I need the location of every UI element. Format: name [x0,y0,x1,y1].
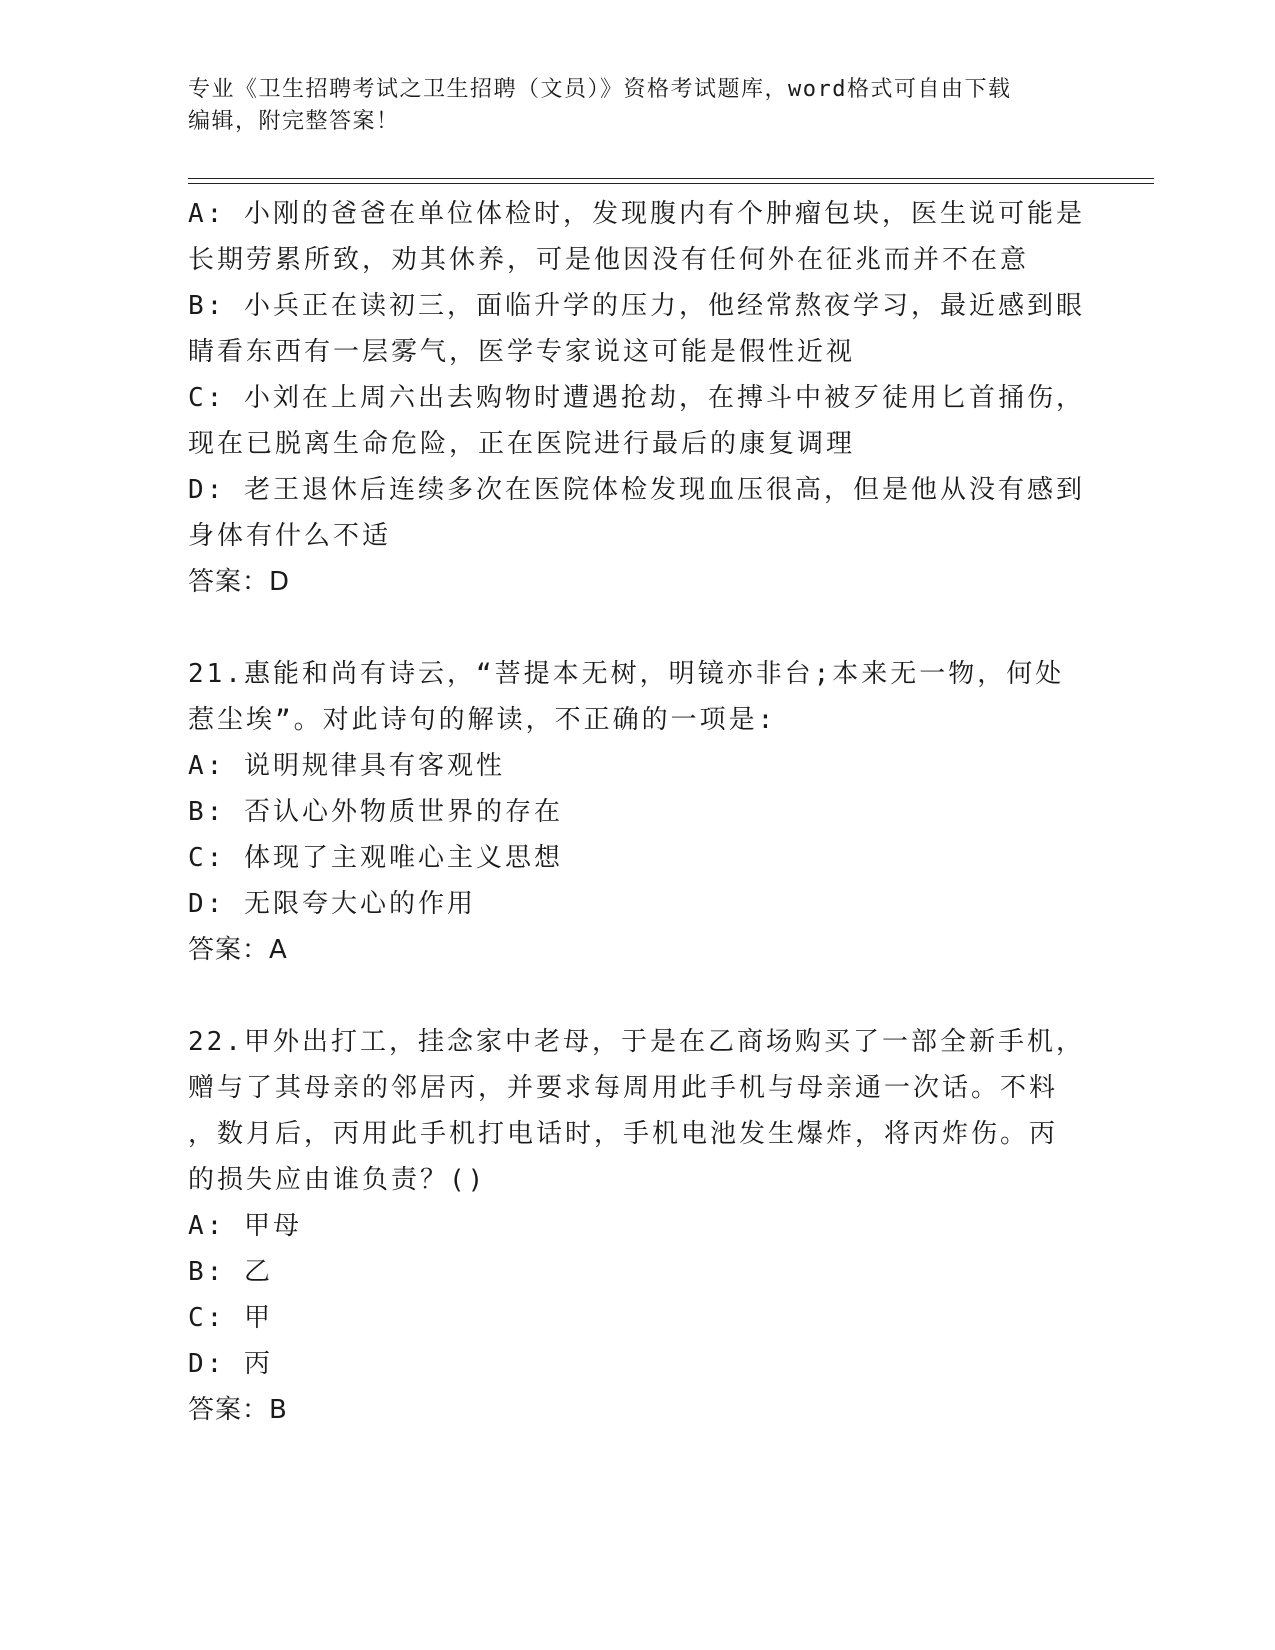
answer-label: 答案：B [188,1395,288,1425]
answer-label: 答案：A [188,935,288,965]
option-d: D: 丙 [188,1349,273,1379]
question-spacer [188,973,1088,1019]
header-divider-top [188,178,1154,179]
option-a: A: 甲母 [188,1211,302,1241]
option-a-line-2: 长期劳累所致，劝其休养，可是他因没有任何外在征兆而并不在意 [188,245,1030,275]
header-line-2: 编辑，附完整答案！ [188,109,400,134]
option-c: C: 体现了主观唯心主义思想 [188,843,563,873]
option-c: C: 甲 [188,1303,273,1333]
question-stem-line-2: 惹尘埃”。对此诗句的解读，不正确的一项是: [188,705,777,735]
option-c-line-1: C: 小刘在上周六出去购物时遭遇抢劫，在搏斗中被歹徒用匕首捅伤， [188,383,1085,413]
header-line-1: 专业《卫生招聘考试之卫生招聘（文员）》资格考试题库，word格式可自由下载 [188,77,1012,102]
option-d: D: 无限夸大心的作用 [188,889,476,919]
header-divider-bottom [188,183,1154,184]
option-a-line-1: A: 小刚的爸爸在单位体检时，发现腹内有个肿瘤包块，医生说可能是 [188,199,1085,229]
option-d-line-1: D: 老王退休后连续多次在医院体检发现血压很高，但是他从没有感到 [188,475,1085,505]
answer-label: 答案：D [188,567,291,597]
option-a: A: 说明规律具有客观性 [188,751,505,781]
question-22 [188,1019,1088,1433]
document-header [188,74,1088,138]
question-stem-line-4: 的损失应由谁负责？() [188,1165,487,1195]
question-stem-line-3: ，数月后，丙用此手机打电话时，手机电池发生爆炸，将丙炸伤。丙 [188,1119,1059,1149]
question-stem-line-1: 21.惠能和尚有诗云，“菩提本无树，明镜亦非台;本来无一物，何处 [188,659,1065,689]
option-c-line-2: 现在已脱离生命危险，正在医院进行最后的康复调理 [188,429,856,459]
question-21 [188,651,1088,973]
question-20 [188,191,1088,605]
question-list [188,191,1088,1433]
option-b: B: 乙 [188,1257,273,1287]
question-stem-line-2: 赠与了其母亲的邻居丙，并要求每周用此手机与母亲通一次话。不料 [188,1073,1059,1103]
option-b: B: 否认心外物质世界的存在 [188,797,563,827]
option-b-line-1: B: 小兵正在读初三，面临升学的压力，他经常熬夜学习，最近感到眼 [188,291,1085,321]
option-d-line-2: 身体有什么不适 [188,521,392,551]
question-spacer [188,605,1088,651]
question-stem-line-1: 22.甲外出打工，挂念家中老母，于是在乙商场购买了一部全新手机， [188,1027,1085,1057]
option-b-line-2: 睛看东西有一层雾气，医学专家说这可能是假性近视 [188,337,856,367]
